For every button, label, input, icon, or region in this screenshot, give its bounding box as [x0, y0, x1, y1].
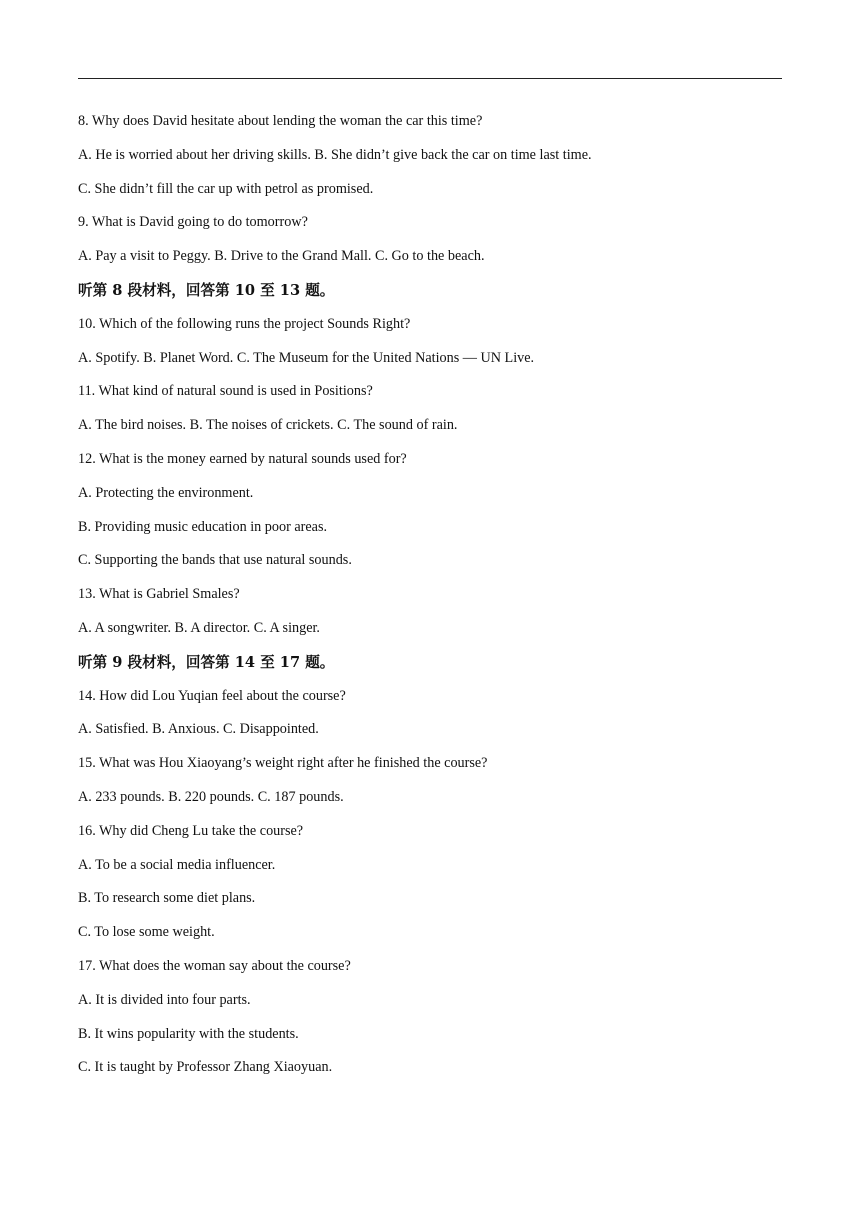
- question-8-options-ab: A. He is worried about her driving skills. B. She didn’t give back the car on time last time.: [78, 146, 592, 163]
- question-16: 16. Why did Cheng Lu take the course?: [78, 822, 304, 839]
- question-17-option-a: A. It is divided into four parts.: [78, 991, 251, 1008]
- question-12-option-c: C. Supporting the bands that use natural sounds.: [78, 552, 352, 569]
- question-9-options: A. Pay a visit to Peggy. B. Drive to the Grand Mall. C. Go to the beach.: [78, 248, 485, 265]
- question-12-option-a: A. Protecting the environment.: [78, 484, 254, 501]
- question-17: 17. What does the woman say about the course?: [78, 957, 351, 974]
- question-16-option-b: B. To research some diet plans.: [78, 890, 256, 907]
- question-13-options: A. A songwriter. B. A director. C. A singer.: [78, 619, 320, 636]
- page-content: [78, 111, 782, 1091]
- question-12: 12. What is the money earned by natural sounds used for?: [78, 450, 407, 467]
- question-14: 14. How did Lou Yuqian feel about the course?: [78, 687, 346, 704]
- section-heading-material-9: 听第 9 段材料，回答第 14 至 17 题。: [78, 653, 335, 671]
- question-10-options: A. Spotify. B. Planet Word. C. The Museum for the United Nations — UN Live.: [78, 349, 535, 366]
- question-10: 10. Which of the following runs the project Sounds Right?: [78, 315, 411, 332]
- header-rule: [78, 78, 782, 79]
- question-14-options: A. Satisfied. B. Anxious. C. Disappointed.: [78, 721, 319, 738]
- question-17-option-b: B. It wins popularity with the students.: [78, 1025, 299, 1042]
- question-16-option-a: A. To be a social media influencer.: [78, 856, 276, 873]
- question-17-option-c: C. It is taught by Professor Zhang Xiaoyuan.: [78, 1059, 333, 1076]
- question-8-option-c: C. She didn’t fill the car up with petrol as promised.: [78, 180, 374, 197]
- question-15: 15. What was Hou Xiaoyang’s weight right after he finished the course?: [78, 755, 488, 772]
- section-heading-material-8: 听第 8 段材料，回答第 10 至 13 题。: [78, 281, 335, 299]
- question-11-options: A. The bird noises. B. The noises of crickets. C. The sound of rain.: [78, 417, 458, 434]
- question-12-option-b: B. Providing music education in poor areas.: [78, 518, 328, 535]
- question-9: 9. What is David going to do tomorrow?: [78, 214, 308, 231]
- question-8: 8. Why does David hesitate about lending the woman the car this time?: [78, 113, 483, 129]
- question-15-options: A. 233 pounds. B. 220 pounds. C. 187 pounds.: [78, 788, 344, 805]
- question-16-option-c: C. To lose some weight.: [78, 924, 215, 941]
- question-11: 11. What kind of natural sound is used in Positions?: [78, 383, 373, 400]
- question-13: 13. What is Gabriel Smales?: [78, 586, 240, 603]
